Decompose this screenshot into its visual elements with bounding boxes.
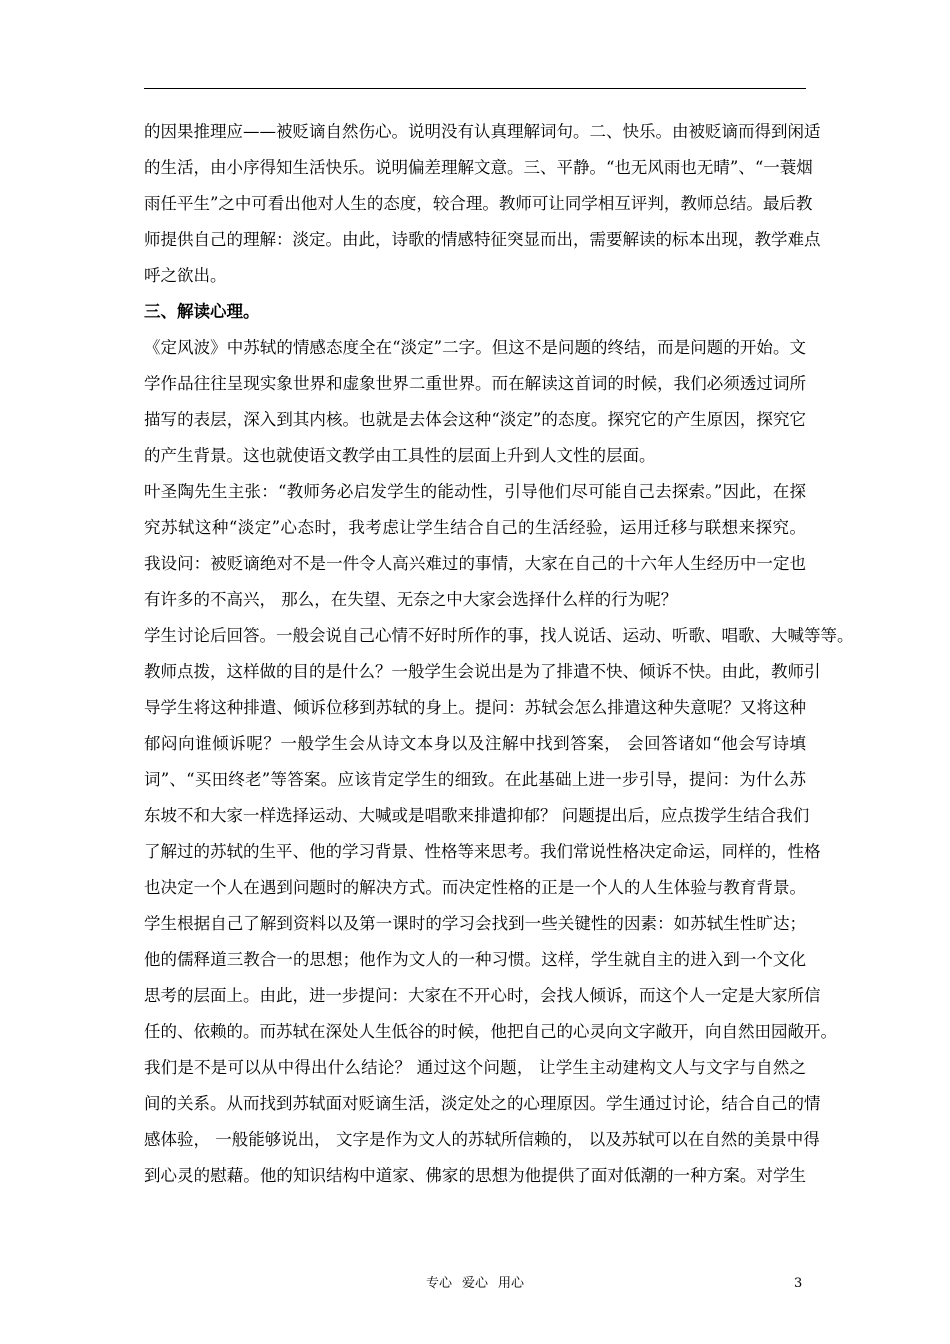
text-line: 叶圣陶先生主张：“教师务必启发学生的能动性，引导他们尽可能自己去探索。”因此，在探 (144, 482, 806, 501)
text-line: 东坡不和大家一样选择运动、大喊或是唱歌来排遣抑郁？ 问题提出后，应点拨学生结合我们 (144, 806, 810, 825)
text-line: 描写的表层，深入到其内核。也就是去体会这种“淡定”的态度。探究它的产生原因，探究它 (144, 410, 806, 429)
document-body (144, 114, 854, 1194)
text-line: 的产生背景。这也就使语文教学由工具性的层面上升到人文性的层面。 (144, 446, 656, 465)
text-line: 我们是不是可以从中得出什么结论？ 通过这个问题， 让学生主动建构文人与文字与自然之 (144, 1058, 806, 1077)
text-line: 学作品往往呈现实象世界和虚象世界二重世界。而在解读这首词的时候，我们必须透过词所 (144, 374, 806, 393)
text-line: 间的关系。从而找到苏轼面对贬谪生活，淡定处之的心理原因。学生通过讨论，结合自己的情 (144, 1094, 821, 1113)
text-line: 学生根据自己了解到资料以及第一课时的学习会找到一些关键性的因素：如苏轼生性旷达； (144, 914, 806, 933)
text-line: 教师点拨，这样做的目的是什么？一般学生会说出是为了排遣不快、倾诉不快。由此，教师引 (144, 662, 821, 681)
text-line: 他的儒释道三教合一的思想；他作为文人的一种习惯。这样，学生就自主的进入到一个文化 (144, 950, 806, 969)
text-line: 到心灵的慰藉。他的知识结构中道家、佛家的思想为他提供了面对低潮的一种方案。对学生 (144, 1166, 806, 1185)
footer-motto-3: 用心 (498, 1276, 525, 1291)
text-line: 也决定一个人在遇到问题时的解决方式。而决定性格的正是一个人的人生体验与教育背景。 (144, 878, 806, 897)
text-line: 师提供自己的理解：淡定。由此，诗歌的情感特征突显而出，需要解读的标本出现，教学难点 (144, 230, 821, 249)
text-line: 郁闷向谁倾诉呢？一般学生会从诗文本身以及注解中找到答案， 会回答诸如“他会写诗填 (144, 734, 806, 753)
text-line: 的因果推理应——被贬谪自然伤心。说明没有认真理解词句。二、快乐。由被贬谪而得到闲适 (144, 122, 821, 141)
page-footer (0, 1275, 950, 1293)
section-heading: 三、解读心理。 (144, 302, 260, 321)
text-line: 感体验， 一般能够说出， 文字是作为文人的苏轼所信赖的， 以及苏轼可以在自然的美景中得 (144, 1130, 820, 1149)
text-line: 究苏轼这种“淡定”心态时，我考虑让学生结合自己的生活经验，运用迁移与联想来探究。 (144, 518, 806, 537)
text-line: 思考的层面上。由此，进一步提问：大家在不开心时，会找人倾诉，而这个人一定是大家所信 (144, 986, 821, 1005)
text-line: 雨任平生”之中可看出他对人生的态度，较合理。教师可让同学相互评判，教师总结。最后教 (144, 194, 813, 213)
text-line: 了解过的苏轼的生平、他的学习背景、性格等来思考。我们常说性格决定命运，同样的，性格 (144, 842, 821, 861)
text-line: 《定风波》中苏轼的情感态度全在“淡定”二字。但这不是问题的终结，而是问题的开始。文 (144, 338, 806, 357)
text-line: 我设问：被贬谪绝对不是一件令人高兴难过的事情，大家在自己的十六年人生经历中一定也 (144, 554, 806, 573)
footer-motto-2: 爱心 (461, 1276, 488, 1291)
text-line: 词”、“买田终老”等答案。应该肯定学生的细致。在此基础上进一步引导，提问：为什么苏 (144, 770, 806, 789)
text-line: 任的、依赖的。而苏轼在深处人生低谷的时候，他把自己的心灵向文字敞开，向自然田园敞开。 (144, 1022, 837, 1041)
header-rule (144, 88, 806, 89)
page-number: 3 (794, 1276, 803, 1291)
text-line: 学生讨论后回答。一般会说自己心情不好时所作的事，找人说话、运动、听歌、唱歌、大喊等等。 (144, 626, 854, 645)
text-line: 导学生将这种排遣、倾诉位移到苏轼的身上。提问：苏轼会怎么排遣这种失意呢？又将这种 (144, 698, 806, 717)
text-line: 呼之欲出。 (144, 266, 227, 285)
text-line: 的生活，由小序得知生活快乐。说明偏差理解文意。三、平静。“也无风雨也无晴”、“一蓑烟 (144, 158, 813, 177)
text-line: 有许多的不高兴， 那么，在失望、无奈之中大家会选择什么样的行为呢？ (144, 590, 678, 609)
footer-motto-1: 专心 (425, 1276, 452, 1291)
